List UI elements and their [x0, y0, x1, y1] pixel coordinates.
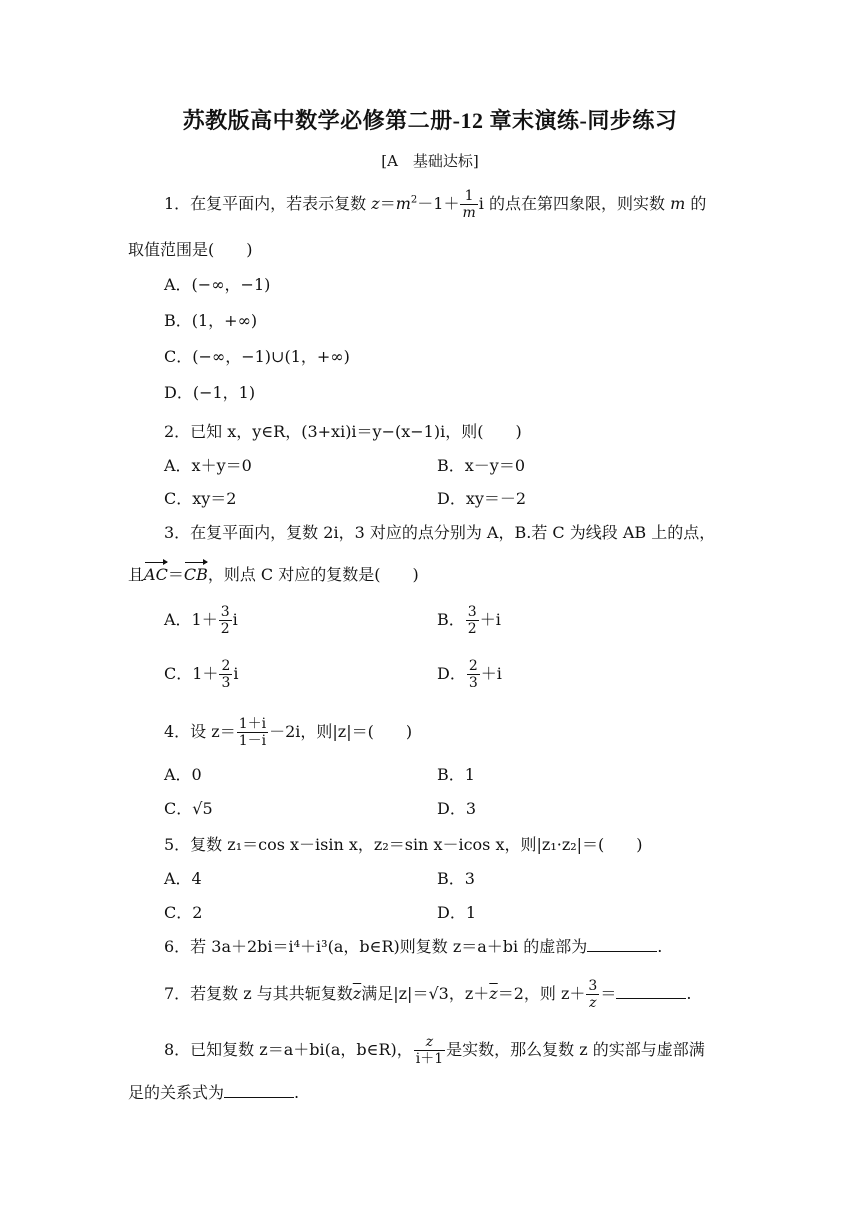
q3-option-a: A．1＋ $\frac{3}{2}$ i: [164, 604, 238, 637]
q8-stem-cont: 足的关系式为 .: [128, 1083, 300, 1102]
q2-option-c: C．xy＝2: [164, 489, 237, 508]
q3-option-b: B． $\frac{3}{2}$ ＋i: [437, 604, 501, 637]
q5-option-d: D．1: [437, 903, 477, 922]
page-title: 苏教版高中数学必修第二册-12 章末演练-同步练习: [182, 108, 678, 133]
q1-option-b: B．(1，+∞): [164, 311, 258, 330]
q4-option-d: D．3: [437, 799, 477, 818]
q8-stem: 8．已知复数 z＝a＋bi(a，b∈R)， $\frac{z}{i+1}$ 是实数，那么复数 z 的实部与虚部满: [164, 1034, 705, 1067]
q5-option-a: A．4: [164, 869, 202, 888]
q4-stem: 4．设 z＝ $\frac{1+i}{1-i}$ －2i，则|z|＝( ): [164, 716, 413, 749]
q1-option-a: A．(−∞，−1): [164, 275, 271, 294]
vector-ac: AC: [144, 565, 168, 584]
q2-option-a: A．x＋y＝0: [164, 456, 252, 475]
q4-option-c: C．√5: [164, 799, 213, 818]
q2-option-d: D．xy＝－2: [437, 489, 527, 508]
vector-cb: CB: [183, 565, 208, 584]
q2-stem: 2．已知 x，y∈R，(3+xi)i＝y−(x−1)i，则( ): [164, 422, 522, 441]
q1-stem-cont: 取值范围是( ): [128, 240, 253, 259]
q1-stem: 1．在复平面内，若表示复数 $z=m^2-1+$ $\frac{1}{m}$ i 的点在第四象限，则实数 m 的: [164, 188, 707, 221]
answer-blank: [224, 1083, 294, 1098]
q3-option-d: D． $\frac{2}{3}$ ＋i: [437, 658, 502, 691]
q4-option-a: A．0: [164, 765, 202, 784]
q2-option-b: B．x－y＝0: [437, 456, 526, 475]
q5-option-b: B．3: [437, 869, 475, 888]
answer-blank: [587, 937, 657, 952]
q3-stem-cont: 且AC＝CB，则点 C 对应的复数是( ): [128, 565, 419, 584]
conjugate-z: $\overline{z}$: [352, 984, 362, 1003]
q1-option-c: C．(−∞，−1)∪(1，+∞): [164, 347, 350, 366]
conjugate-z: $\overline{z}$: [489, 984, 498, 1003]
q1-option-d: D．(−1，1): [164, 383, 256, 402]
answer-blank: [616, 984, 686, 999]
q3-stem: 3．在复平面内，复数 2i，3 对应的点分别为 A，B.若 C 为线段 AB 上的点，: [164, 523, 716, 542]
section-label: [A 基础达标]: [381, 152, 479, 170]
q7-stem: 7．若复数 z 与其共轭复数$\overline{z}$满足|z|＝√3，$z+\overline{z}=2$，则 z＋ $\frac{3}{z}$ ＝ .: [164, 978, 692, 1011]
q4-option-b: B．1: [437, 765, 475, 784]
q5-stem: 5．复数 z₁＝cos x－isin x，z₂＝sin x－icos x，则|z₁·z₂|＝( ): [164, 835, 643, 854]
q6-stem: 6．若 3a＋2bi＝i⁴＋i³(a，b∈R)则复数 z＝a＋bi 的虚部为 .: [164, 937, 663, 956]
q3-option-c: C．1＋ $\frac{2}{3}$ i: [164, 658, 239, 691]
q5-option-c: C．2: [164, 903, 203, 922]
